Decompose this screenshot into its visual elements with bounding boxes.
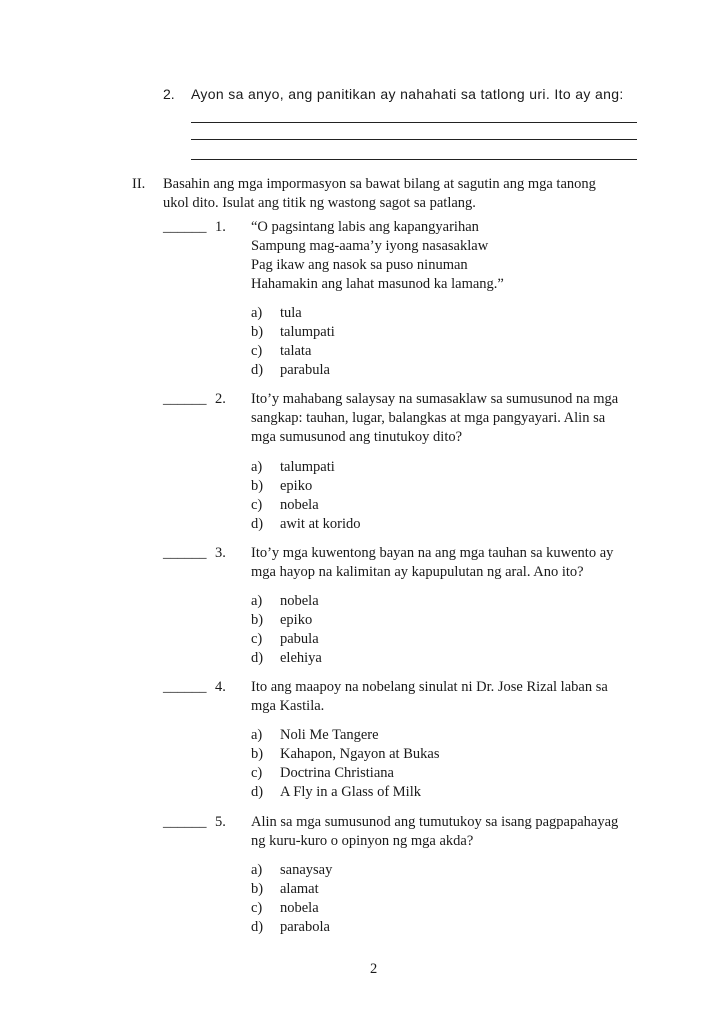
q3-option-d-letter: d) (251, 650, 264, 666)
q4-option-b-letter: b) (251, 746, 264, 762)
q5-option-d-letter: d) (251, 919, 264, 935)
question-2-line-1: Ito’y mahabang salaysay na sumasaklaw sa sumusunod na mga (251, 391, 619, 407)
q1-option-b-letter: b) (251, 324, 264, 340)
q2-option-b-letter: b) (251, 478, 264, 494)
section-two-instructions-line1: Basahin ang mga impormasyon sa bawat bilang at sagutin ang mga tanong (163, 176, 596, 192)
q2-option-c-letter: c) (251, 497, 263, 513)
question-3-line-1: Ito’y mga kuwentong bayan na ang mga tauhan sa kuwento ay (251, 545, 614, 561)
q5-option-b-text[interactable]: alamat (280, 881, 319, 897)
q2-option-d-letter: d) (251, 516, 264, 532)
q5-option-a-letter: a) (251, 862, 263, 878)
question-number-2: 2. (215, 391, 226, 407)
answer-blank-q4[interactable]: ______ (163, 679, 207, 695)
question-1-line-2: Sampung mag-aama’y iyong nasasaklaw (251, 238, 489, 254)
answer-blank-q5[interactable]: ______ (163, 814, 207, 830)
q4-option-d-text[interactable]: A Fly in a Glass of Milk (280, 784, 421, 800)
q1-option-d-text[interactable]: parabula (280, 362, 330, 378)
question-1-line-3: Pag ikaw ang nasok sa puso ninuman (251, 257, 468, 273)
q5-option-c-letter: c) (251, 900, 263, 916)
q5-option-d-text[interactable]: parabola (280, 919, 330, 935)
answer-line-2[interactable] (191, 139, 637, 140)
answer-line-1[interactable] (191, 122, 637, 123)
question-number-1: 1. (215, 219, 226, 235)
q3-option-c-letter: c) (251, 631, 263, 647)
question-1-line-1: “O pagsintang labis ang kapangyarihan (251, 219, 479, 235)
question-5-line-2: ng kuru-kuro o opinyon ng mga akda? (251, 833, 474, 849)
q5-option-a-text[interactable]: sanaysay (280, 862, 333, 878)
answer-blank-q1[interactable]: ______ (163, 219, 207, 235)
q1-option-c-letter: c) (251, 343, 263, 359)
question-number-4: 4. (215, 679, 226, 695)
question-number-3: 3. (215, 545, 226, 561)
answer-blank-q2[interactable]: ______ (163, 391, 207, 407)
q4-option-c-text[interactable]: Doctrina Christiana (280, 765, 394, 781)
q2-option-c-text[interactable]: nobela (280, 497, 319, 513)
page-number: 2 (370, 961, 378, 977)
question-1-line-4: Hahamakin ang lahat masunod ka lamang.” (251, 276, 504, 292)
question-4-line-2: mga Kastila. (251, 698, 325, 714)
q3-option-b-text[interactable]: epiko (280, 612, 313, 628)
answer-blank-q3[interactable]: ______ (163, 545, 207, 561)
q3-option-c-text[interactable]: pabula (280, 631, 319, 647)
q3-option-a-text[interactable]: nobela (280, 593, 319, 609)
answer-line-3[interactable] (191, 159, 637, 160)
q4-option-c-letter: c) (251, 765, 263, 781)
q4-option-a-text[interactable]: Noli Me Tangere (280, 727, 379, 743)
question-2-line-2: sangkap: tauhan, lugar, balangkas at mga pangyayari. Alin sa (251, 410, 606, 426)
question-2-line-3: mga sumusunod ang tinutukoy dito? (251, 429, 463, 445)
section-two-numeral: II. (132, 176, 146, 192)
q3-option-b-letter: b) (251, 612, 264, 628)
q3-option-d-text[interactable]: elehiya (280, 650, 322, 666)
question-3-line-2: mga hayop na kalimitan ay kapupulutan ng aral. Ano ito? (251, 564, 584, 580)
q2-option-a-text[interactable]: talumpati (280, 459, 335, 475)
q2-option-d-text[interactable]: awit at korido (280, 516, 361, 532)
q5-option-c-text[interactable]: nobela (280, 900, 319, 916)
q5-option-b-letter: b) (251, 881, 264, 897)
question-number-5: 5. (215, 814, 226, 830)
q2-option-a-letter: a) (251, 459, 263, 475)
q4-option-d-letter: d) (251, 784, 264, 800)
q3-option-a-letter: a) (251, 593, 263, 609)
q2-option-b-text[interactable]: epiko (280, 478, 313, 494)
question-4-line-1: Ito ang maapoy na nobelang sinulat ni Dr. Jose Rizal laban sa (251, 679, 608, 695)
q1-option-b-text[interactable]: talumpati (280, 324, 335, 340)
q4-option-b-text[interactable]: Kahapon, Ngayon at Bukas (280, 746, 440, 762)
q1-option-d-letter: d) (251, 362, 264, 378)
part-one-item-number: 2. (163, 86, 175, 102)
q1-option-a-text[interactable]: tula (280, 305, 302, 321)
q4-option-a-letter: a) (251, 727, 263, 743)
section-two-instructions-line2: ukol dito. Isulat ang titik ng wastong sagot sa patlang. (163, 195, 476, 211)
q1-option-a-letter: a) (251, 305, 263, 321)
part-one-item-text: Ayon sa anyo, ang panitikan ay nahahati sa tatlong uri. Ito ay ang: (191, 86, 624, 102)
question-5-line-1: Alin sa mga sumusunod ang tumutukoy sa isang pagpapahayag (251, 814, 619, 830)
q1-option-c-text[interactable]: talata (280, 343, 312, 359)
